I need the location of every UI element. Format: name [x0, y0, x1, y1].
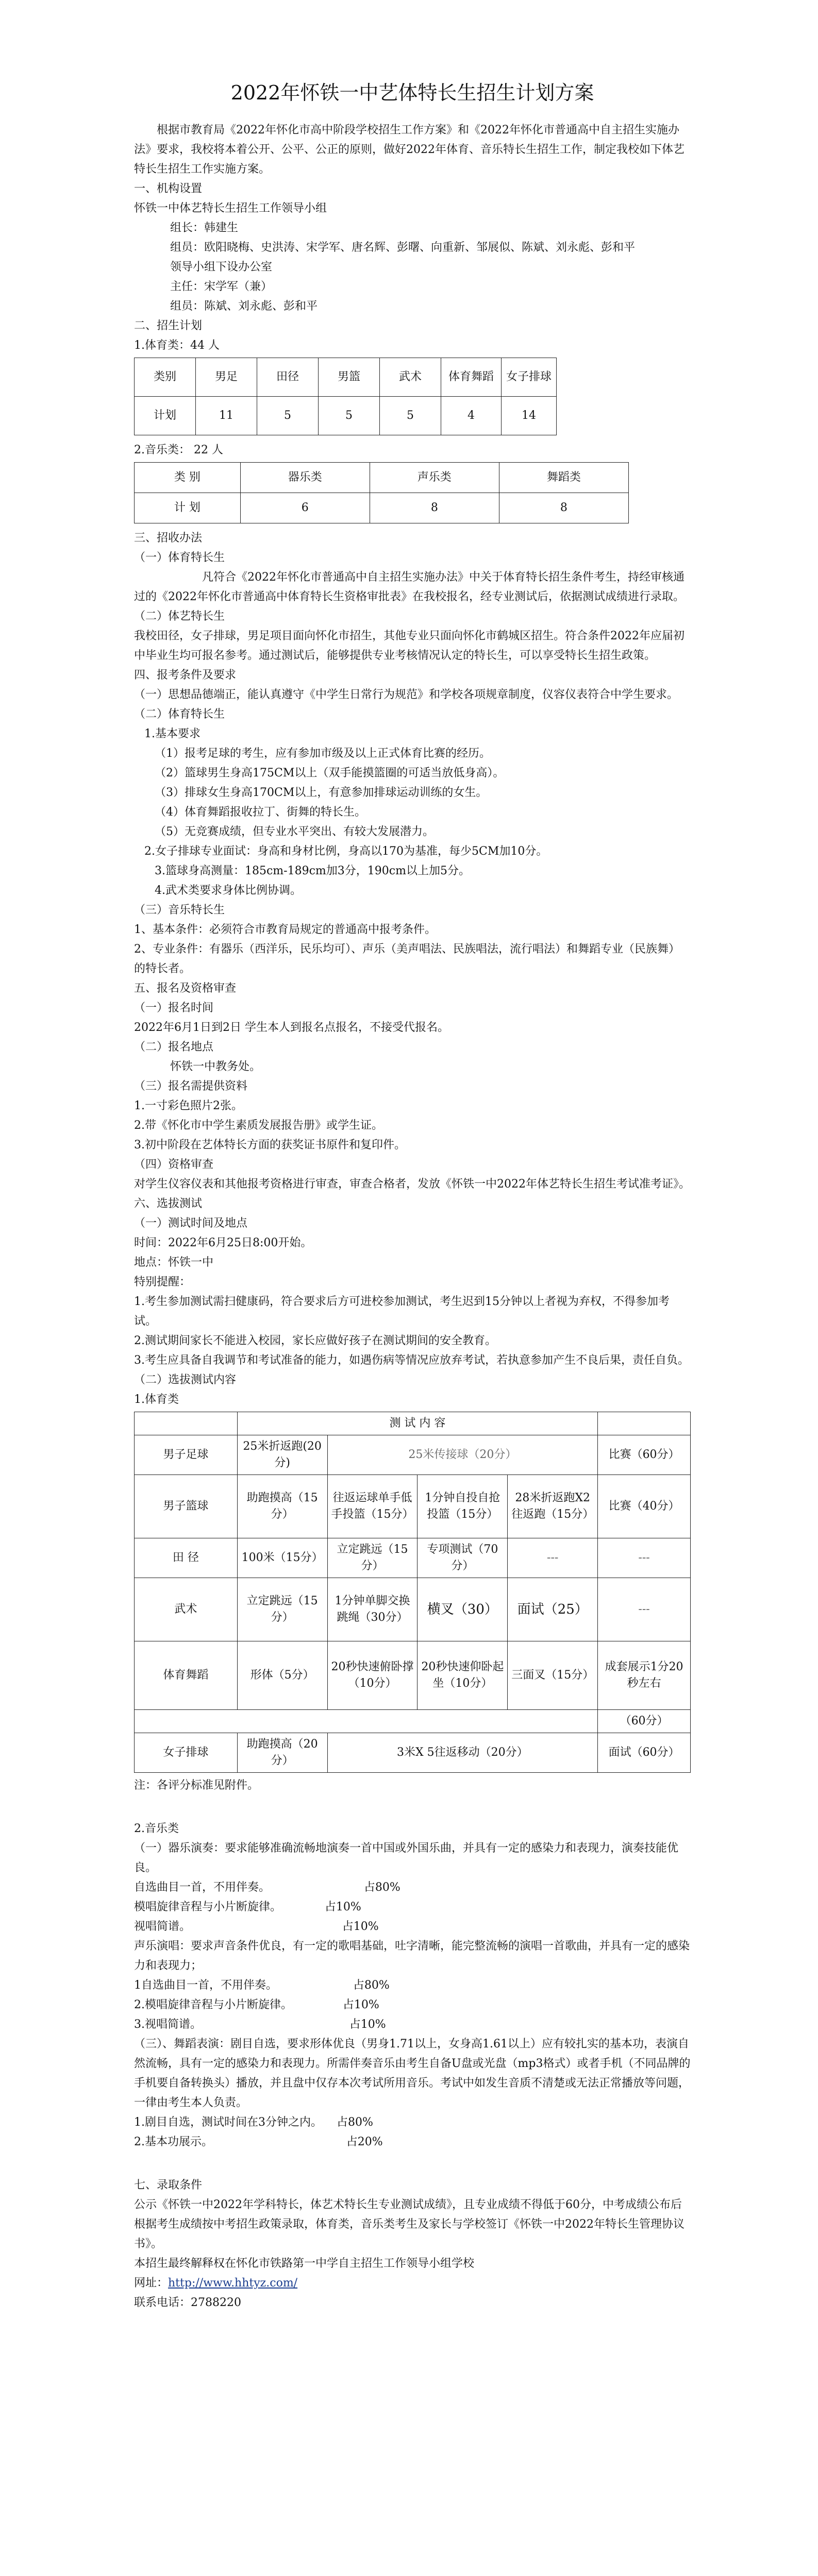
table-cell: 成套展示1分20秒左右: [598, 1641, 691, 1710]
paragraph: 4.武术类要求身体比例协调。: [155, 884, 302, 897]
website-label: 网址：: [134, 2277, 169, 2290]
table-cell: 11: [196, 397, 257, 435]
phone-line: 联系电话：2788220: [134, 2296, 241, 2309]
list-item: （三）、舞蹈表演：剧目自选，要求形体优良（男身1.71以上，女身高1.61以上）应有较扎实的基本功，表演自然流畅，具有一定的感染力和表现力。所需伴奏音乐由考生自备U盘或光盘（mp3格式）或者手机（不同品牌的手机要自备转换头）播放，并且盘中仅存本次考试所用音乐。考试中如发生音质不清楚或无法正常播放等问题，一律由考生本人负责。: [134, 2038, 691, 2109]
table-cell: 立定跳远（15分）: [327, 1538, 418, 1578]
subsection-heading: （二）体艺特长生: [134, 610, 225, 623]
table-cell: 3米X 5往返移动（20分）: [327, 1733, 598, 1773]
table-cell: 男篮: [319, 358, 380, 397]
subsection-heading: （一）报名时间: [134, 1002, 214, 1014]
list-item: （4）体育舞蹈报收拉丁、街舞的特长生。: [155, 806, 366, 819]
section-heading: 六、选拔测试: [134, 1197, 203, 1210]
list-item: 2.带《怀化市中学生素质发展报告册》或学生证。: [134, 1119, 383, 1132]
paragraph: 2022年6月1日到2日 学生本人到报名点报名，不接受代报名。: [134, 1021, 449, 1034]
group-members: 组员：欧阳晓梅、史洪涛、宋学军、唐名辉、彭曙、向重新、邹展似、陈斌、刘永彪、彭和平: [170, 241, 636, 254]
subsection-heading: （二）选拔测试内容: [134, 1374, 237, 1386]
table-cell: 5: [319, 397, 380, 435]
list-item: 3.考生应具备自我调节和考试准备的能力，如遇伤病等情况应放弃考试，若执意参加产生不良后果，责任自负。: [134, 1354, 689, 1367]
table-header-row: [135, 358, 557, 397]
list-item: 3.视唱简谱。 占10%: [134, 2018, 386, 2031]
table-cell: 比赛（40分）: [598, 1475, 691, 1538]
table-cell: （60分）: [598, 1710, 691, 1733]
paragraph: 对学生仪容仪表和其他报考资格进行审查，审查合格者，发放《怀铁一中2022年体艺特长生招生考试准考证》。: [134, 1178, 690, 1191]
table-cell: 类别: [135, 358, 196, 397]
table-row: [135, 397, 557, 435]
paragraph: 特别提醒：: [134, 1276, 191, 1289]
paragraph: 地点：怀铁一中: [134, 1256, 214, 1269]
list-item: 2.模唱旋律音程与小片断旋律。 占10%: [134, 1998, 379, 2011]
list-item: 3.初中阶段在艺体特长方面的获奖证书原件和复印件。: [134, 1139, 406, 1151]
table-cell: 声乐类: [370, 463, 499, 493]
table-row: [135, 1475, 691, 1538]
table-row: [135, 1641, 691, 1710]
list-item: （一）器乐演奏：要求能够准确流畅地演奏一首中国或外国乐曲，并具有一定的感染力和表现力，演奏技能优良。: [134, 1842, 679, 1874]
list-item: 自选曲目一首，不用伴奏。 占80%: [134, 1881, 400, 1894]
table-cell: 4: [441, 397, 502, 435]
table-cell: 100米（15分）: [237, 1538, 327, 1578]
paragraph: 1、基本条件：必须符合市教育局规定的普通高中报考条件。: [134, 923, 436, 936]
table-cell: 25米折返跑(20分): [237, 1435, 327, 1475]
list-item: 视唱简谱。 占10%: [134, 1920, 379, 1933]
paragraph: 凡符合《2022年怀化市普通高中自主招生实施办法》中关于体育特长招生条件考生，持经审核通过的《2022年怀化市普通高中体育特长生资格审批表》在我校报名，经专业测试后，依据测试成绩进行录取。: [134, 571, 685, 603]
table-cell: 20秒快速仰卧起坐（10分）: [418, 1641, 508, 1710]
paragraph: 1.基本要求: [144, 727, 201, 740]
list-item: 1.考生参加测试需扫健康码，符合要求后方可进校参加测试，考生迟到15分钟以上者视为弃权，不得参加考试。: [134, 1295, 670, 1328]
office-director: 主任：宋学军（兼）: [170, 280, 273, 293]
table-cell: 田径: [257, 358, 319, 397]
table-cell: 计 划: [135, 493, 241, 523]
table-row: [135, 1538, 691, 1578]
table-cell: 专项测试（70分）: [418, 1538, 508, 1578]
section-heading: 二、招生计划: [134, 319, 203, 332]
page-title: 2022年怀铁一中艺体特长生招生计划方案: [230, 81, 594, 104]
website-line: [134, 2274, 691, 2293]
paragraph: 我校田径，女子排球，男足项目面向怀化市招生，其他专业只面向怀化市鹤城区招生。符合条件2022年应届初中毕业生均可报名参考。通过测试后，能够提供专业考核情况认定的特长生，可以享受特长生招生政策。: [134, 630, 685, 662]
table-cell: 立定跳远（15分）: [237, 1578, 327, 1641]
table-header-row: [135, 463, 629, 493]
sports-plan-table: [134, 358, 557, 435]
table-cell: 5: [257, 397, 319, 435]
subsection-heading: （四）资格审查: [134, 1158, 214, 1171]
table-row: [135, 1710, 691, 1733]
paragraph: 本招生最终解释权在怀化市铁路第一中学自主招生工作领导小组学校: [134, 2257, 475, 2270]
table-header-row: [135, 1412, 691, 1435]
table-cell: 1分钟单脚交换跳绳（30分）: [327, 1578, 418, 1641]
spacer: [134, 1795, 691, 1819]
paragraph: 时间：2022年6月25日8:00开始。: [134, 1236, 312, 1249]
table-cell: 女子排球: [502, 358, 557, 397]
table-cell: 男子足球: [135, 1435, 238, 1475]
subsection-heading: （三）报名需提供资料: [134, 1080, 248, 1093]
paragraph: 怀铁一中教务处。: [170, 1060, 261, 1073]
subsection-heading: （一）测试时间及地点: [134, 1217, 248, 1230]
table-cell: 测 试 内 容: [237, 1412, 597, 1435]
table-cell: 1分钟自投自抢投篮（15分）: [418, 1475, 508, 1538]
table-cell: 5: [380, 397, 441, 435]
list-item: 2.测试期间家长不能进入校园，家长应做好孩子在测试期间的安全教育。: [134, 1334, 496, 1347]
list-item: 模唱旋律音程与小片断旋律。 占10%: [134, 1901, 361, 1913]
office-text: 领导小组下设办公室: [170, 261, 273, 274]
table-cell: 三面叉（15分）: [508, 1641, 598, 1710]
sports-count: 1.体育类：44 人: [134, 339, 220, 352]
table-cell: 面试（60分）: [598, 1733, 691, 1773]
website-link[interactable]: http://www.hhtyz.com/: [168, 2277, 298, 2290]
list-item: 声乐演唱：要求声音条件优良，有一定的歌唱基础，吐字清晰，能完整流畅的演唱一首歌曲，并具有一定的感染力和表现力；: [134, 1940, 690, 1972]
group-title: 怀铁一中体艺特长生招生工作领导小组: [134, 202, 327, 215]
office-members: 组员：陈斌、刘永彪、彭和平: [170, 300, 318, 313]
table-cell: 横叉（30）: [418, 1578, 508, 1641]
table-cell: 8: [370, 493, 499, 523]
spacer: [134, 2152, 691, 2176]
table-cell: 女子排球: [135, 1733, 238, 1773]
table-cell: 14: [502, 397, 557, 435]
table-cell: ---: [598, 1538, 691, 1578]
document-body: [134, 77, 691, 2313]
table-cell: 武术: [135, 1578, 238, 1641]
paragraph: （一）思想品德端正，能认真遵守《中学生日常行为规范》和学校各项规章制度，仪容仪表符合中学生要求。: [134, 688, 679, 701]
table-row: [135, 493, 629, 523]
table-cell: 面试（25）: [508, 1578, 598, 1641]
table-cell: 计划: [135, 397, 196, 435]
paragraph: 2、专业条件：有器乐（西洋乐，民乐均可）、声乐（美声唱法、民族唱法，流行唱法）和舞蹈专业（民族舞）的特长者。: [134, 943, 680, 975]
music-count: 2.音乐类： 22 人: [134, 444, 223, 456]
list-item: （5）无竞赛成绩，但专业水平突出、有较大发展潜力。: [155, 825, 434, 838]
subsection-heading: （一）体育特长生: [134, 551, 225, 564]
section-heading: 七、录取条件: [134, 2179, 203, 2192]
intro-paragraph: 根据市教育局《2022年怀化市高中阶段学校招生工作方案》和《2022年怀化市普通高中自主招生实施办法》要求，我校将本着公开、公平、公正的原则，做好2022年体育、音乐特长生招生工作，制定我校如下体艺特长生招生工作实施方案。: [134, 124, 685, 176]
music-plan-table: [134, 462, 629, 523]
subsection-heading: （三）音乐特长生: [134, 904, 225, 917]
table-cell: 8: [499, 493, 628, 523]
section-heading: 一、机构设置: [134, 182, 203, 195]
table-cell: 体育舞蹈: [441, 358, 502, 397]
group-leader: 组长：韩建生: [170, 222, 239, 234]
table-cell: 比赛（60分）: [598, 1435, 691, 1475]
table-cell: 形体（5分）: [237, 1641, 327, 1710]
table-cell: 往返运球单手低手投篮（15分）: [327, 1475, 418, 1538]
subsection-heading: （二）体育特长生: [134, 708, 225, 721]
list-item: （3）排球女生身高170CM以上，有意参加排球运动训练的女生。: [155, 786, 488, 799]
table-cell: 器乐类: [240, 463, 370, 493]
list-item: （1）报考足球的考生，应有参加市级及以上正式体育比赛的经历。: [155, 747, 491, 760]
paragraph: 公示《怀铁一中2022年学科特长，体艺术特长生专业测试成绩》，且专业成绩不得低于60分，中考成绩公布后根据考生成绩按中考招生政策录取，体育类，音乐类考生及家长与学校签订《怀铁一中2022年特长生管理协议书》。: [134, 2198, 685, 2250]
subsection-heading: （二）报名地点: [134, 1041, 214, 1054]
table-cell: 20秒快速俯卧撑（10分）: [327, 1641, 418, 1710]
list-item: 1自选曲目一首，不用伴奏。 占80%: [134, 1979, 390, 1992]
list-item: 2.基本功展示。 占20%: [134, 2136, 383, 2148]
table-cell: 25米传接球（20分）: [327, 1435, 598, 1475]
paragraph: 2.女子排球专业面试：身高和身材比例，身高以170为基准，每少5CM加10分。: [144, 845, 548, 858]
table-cell: 助跑摸高（15分）: [237, 1475, 327, 1538]
paragraph: 2.音乐类: [134, 1822, 179, 1835]
paragraph: 1.体育类: [134, 1393, 179, 1406]
table-cell: 舞蹈类: [499, 463, 628, 493]
list-item: 1.剧目自选，测试时间在3分钟之内。 占80%: [134, 2116, 373, 2129]
table-note: 注：各评分标准见附件。: [134, 1779, 259, 1792]
table-cell: 体育舞蹈: [135, 1641, 238, 1710]
table-cell: ---: [598, 1578, 691, 1641]
table-cell: ---: [508, 1538, 598, 1578]
table-row: [135, 1578, 691, 1641]
paragraph: 3.篮球身高测量：185cm-189cm加3分，190cm以上加5分。: [155, 865, 470, 877]
list-item: （2）篮球男生身高175CM以上（双手能摸篮圈的可适当放低身高）。: [155, 767, 505, 779]
section-heading: 三、招收办法: [134, 532, 203, 545]
table-cell: 田 径: [135, 1538, 238, 1578]
list-item: 1.一寸彩色照片2张。: [134, 1099, 243, 1112]
table-cell: 28米折返跑X2往返跑（15分）: [508, 1475, 598, 1538]
table-row: [135, 1733, 691, 1773]
table-cell: 类 别: [135, 463, 241, 493]
table-cell: 男足: [196, 358, 257, 397]
table-cell: [135, 1412, 238, 1435]
table-cell: [135, 1710, 598, 1733]
table-cell: [598, 1412, 691, 1435]
table-cell: 助跑摸高（20分）: [237, 1733, 327, 1773]
table-cell: 武术: [380, 358, 441, 397]
sports-test-table: [134, 1412, 691, 1773]
section-heading: 五、报名及资格审查: [134, 982, 237, 995]
section-heading: 四、报考条件及要求: [134, 669, 237, 682]
table-cell: 男子篮球: [135, 1475, 238, 1538]
table-cell: 6: [240, 493, 370, 523]
table-row: [135, 1435, 691, 1475]
